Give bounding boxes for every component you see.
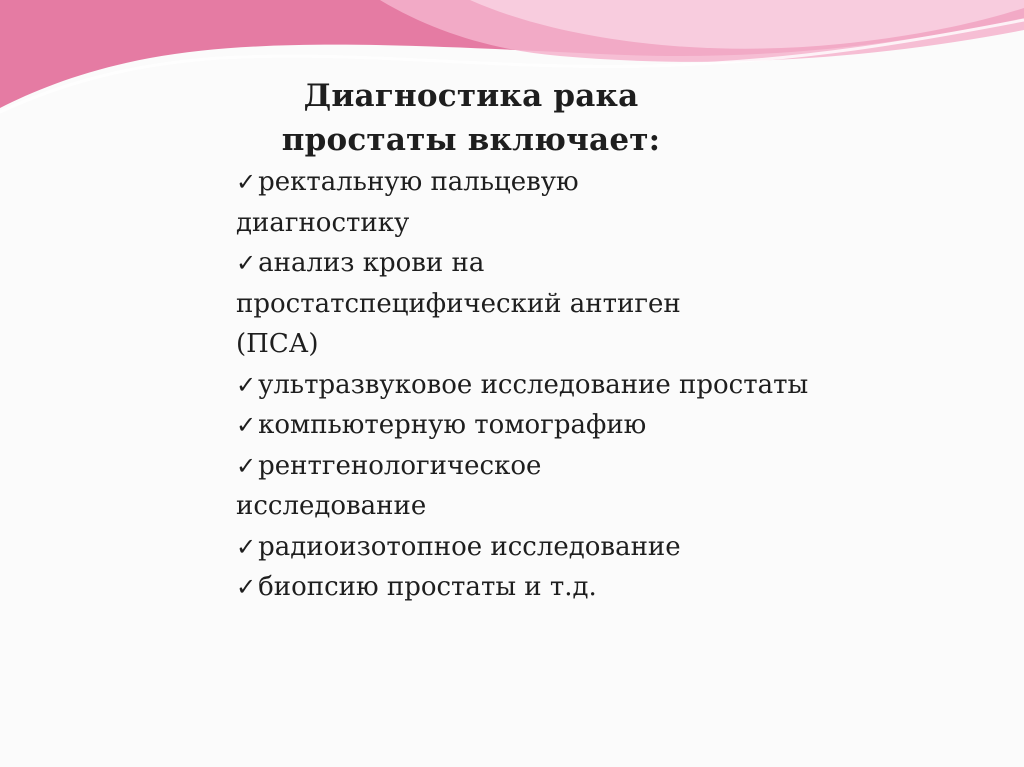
list-item	[236, 567, 856, 608]
check-mark-icon: ✓	[236, 573, 257, 601]
list-item	[236, 365, 856, 406]
list-item-text: ректальную пальцевую диагностику	[236, 167, 579, 238]
list-item-text: рентгенологическое исследование	[236, 450, 542, 521]
check-mark-icon: ✓	[236, 370, 257, 399]
list-item	[236, 405, 856, 446]
slide-content	[236, 74, 856, 608]
check-mark-icon: ✓	[236, 249, 257, 277]
check-mark-icon: ✓	[236, 532, 257, 561]
list-item	[236, 243, 736, 365]
list-item	[236, 162, 736, 243]
diagnostics-list	[236, 162, 856, 608]
list-item-text: биопсию простаты и т.д.	[258, 572, 597, 602]
check-mark-icon: ✓	[236, 168, 257, 196]
title-line-2: простаты включает:	[281, 122, 661, 158]
list-item-text: ультразвуковое исследование простаты	[258, 369, 809, 400]
list-item	[236, 446, 736, 527]
title-line-1: Диагностика рака	[303, 78, 639, 114]
list-item-text: радиоизотопное исследование	[258, 531, 681, 562]
slide-title	[236, 74, 706, 162]
list-item-text: компьютерную томографию	[258, 410, 647, 440]
check-mark-icon: ✓	[236, 451, 257, 480]
check-mark-icon: ✓	[236, 411, 257, 439]
list-item	[236, 527, 736, 568]
list-item-text: анализ крови на простатспецифический антиген (ПСА)	[236, 248, 681, 359]
